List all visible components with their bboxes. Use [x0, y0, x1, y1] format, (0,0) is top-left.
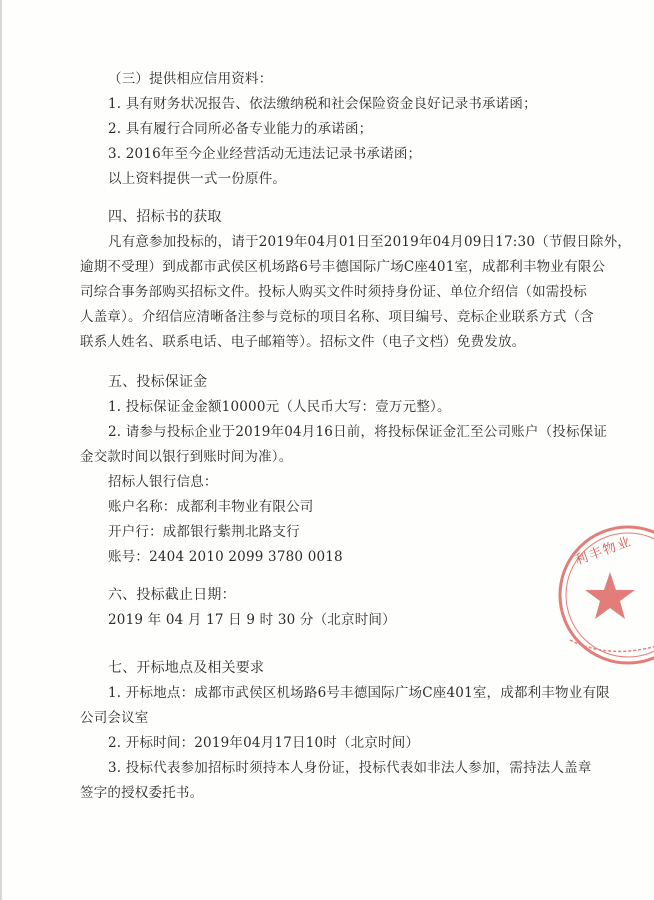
deadline: 2019 年 04 月 17 日 9 时 30 分（北京时间） [108, 612, 396, 628]
section3-note: 以上资料提供一式一份原件。 [108, 171, 287, 187]
section5-item-2: 2. 请参与投标企业于2019年04月16日前，将投标保证金汇至公司账户（投标保证 [108, 424, 608, 440]
section3-item-1: 1. 具有财务状况报告、依法缴纳税和社会保险资金良好记录书承诺函； [108, 96, 537, 112]
section6-title: 六、投标截止日期： [108, 587, 236, 603]
bank-info-title: 招标人银行信息： [108, 474, 218, 490]
section4-line-3: 司综合事务部购买招标文件。投标人购买文件时须持身份证、单位介绍信（如需投标 [80, 284, 587, 300]
section7-item-2: 2. 开标时间：2019年04月17日10时（北京时间） [108, 735, 420, 751]
section7-item-1: 1. 开标地点：成都市武侯区机场路6号丰德国际广场C座401室，成都利丰物业有限 [108, 685, 610, 701]
section5-item-2-cont: 金交款时间以银行到账时间为准）。 [80, 449, 293, 465]
section5-item-1: 1. 投标保证金金额10000元（人民币大写：壹万元整）。 [108, 399, 451, 415]
section4-line-5: 联系人姓名、联系电话、电子邮箱等）。招标文件（电子文档）免费发放。 [80, 334, 526, 350]
section7-item-1-cont: 公司会议室 [80, 710, 149, 726]
section4-line-4: 人盖章）。介绍信应清晰备注参与竞标的项目名称、项目编号、竞标企业联系方式（含 [80, 309, 594, 325]
account-number: 账号：2404 2010 2099 3780 0018 [108, 549, 343, 565]
section5-title: 五、投标保证金 [108, 374, 208, 390]
section7-title: 七、开标地点及相关要求 [108, 660, 265, 676]
section7-item-3-cont: 签字的授权委托书。 [80, 785, 204, 801]
bank-name: 开户行：成都银行紫荆北路支行 [108, 524, 300, 540]
section4-line-1: 凡有意参加投标的，请于2019年04月01日至2019年04月09日17:30（节假日除外， [108, 234, 632, 250]
seal-text: 利丰物业 [572, 534, 635, 569]
account-name: 账户名称：成都利丰物业有限公司 [108, 499, 314, 515]
section4-title: 四、招标书的获取 [108, 209, 222, 225]
section3-item-3: 3. 2016年至今企业经营活动无违法记录书承诺函； [108, 146, 422, 162]
section3-title: （三）提供相应信用资料： [108, 71, 273, 87]
section4-line-2: 逾期不受理）到成都市武侯区机场路6号丰德国际广场C座401室，成都利丰物业有限公 [80, 259, 606, 275]
section7-item-3: 3. 投标代表参加招标时须持本人身份证，投标代表如非法人参加，需持法人盖章 [108, 760, 592, 776]
section3-item-2: 2. 具有履行合同所必备专业能力的承诺函； [108, 121, 373, 137]
